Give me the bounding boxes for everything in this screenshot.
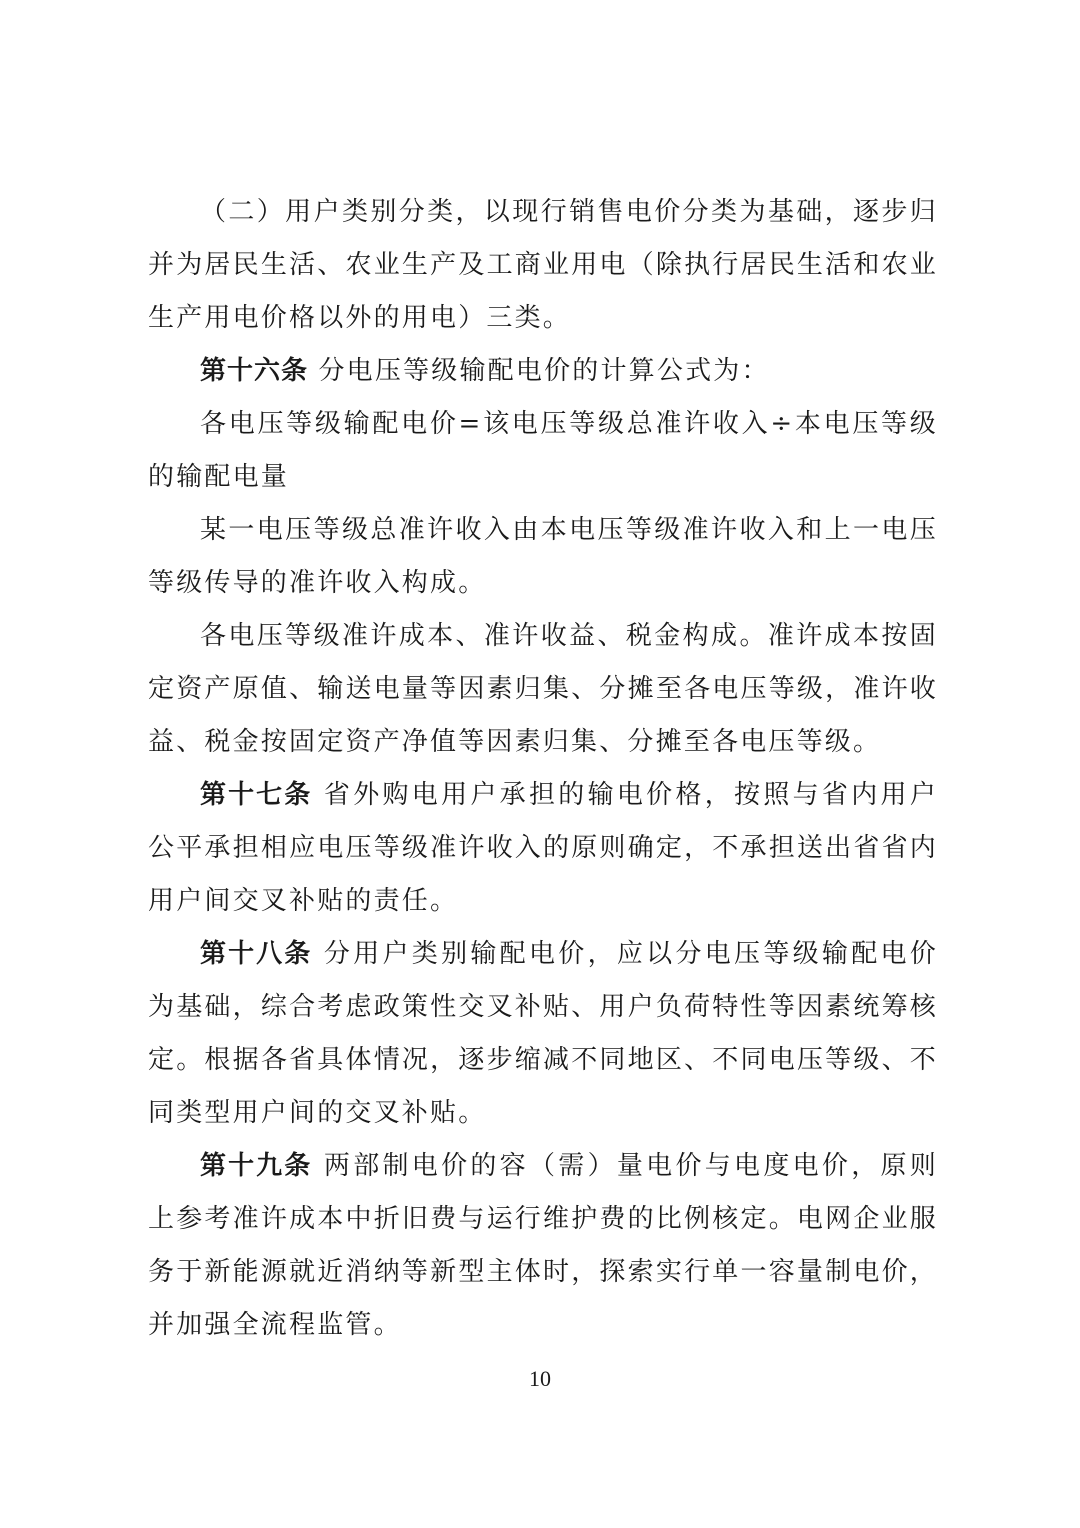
document-body	[148, 186, 938, 1352]
article-17	[148, 769, 938, 928]
formula-paragraph	[148, 398, 938, 504]
article-18-text: 分用户类别输配电价，应以分电压等级输配电价为基础，综合考虑政策性交叉补贴、用户负荷特性等因素统筹核定。根据各省具体情况，逐步缩减不同地区、不同电压等级、不同类型用户间的交叉补贴。	[148, 939, 938, 1128]
paragraph-total-allowed-revenue	[148, 504, 938, 610]
paragraph-cost-composition	[148, 610, 938, 769]
paragraph-text: （二）用户类别分类，以现行销售电价分类为基础，逐步归并为居民生活、农业生产及工商业用电（除执行居民生活和农业生产用电价格以外的用电）三类。	[148, 197, 938, 333]
formula-text: 各电压等级输配电价=该电压等级总准许收入÷本电压等级的输配电量	[148, 409, 938, 492]
article-16-heading: 第十六条	[200, 356, 309, 386]
article-19-text: 两部制电价的容（需）量电价与电度电价，原则上参考准许成本中折旧费与运行维护费的比例核定。电网企业服务于新能源就近消纳等新型主体时，探索实行单一容量制电价，并加强全流程监管。	[148, 1151, 938, 1340]
article-16	[148, 345, 938, 398]
page-number: 10	[529, 1366, 551, 1391]
paragraph-user-category	[148, 186, 938, 345]
article-19	[148, 1140, 938, 1352]
paragraph-text: 某一电压等级总准许收入由本电压等级准许收入和上一电压等级传导的准许收入构成。	[148, 515, 938, 598]
article-18	[148, 928, 938, 1140]
article-17-text: 省外购电用户承担的输电价格，按照与省内用户公平承担相应电压等级准许收入的原则确定，不承担送出省省内用户间交叉补贴的责任。	[148, 780, 938, 916]
paragraph-text: 各电压等级准许成本、准许收益、税金构成。准许成本按固定资产原值、输送电量等因素归集、分摊至各电压等级，准许收益、税金按固定资产净值等因素归集、分摊至各电压等级。	[148, 621, 938, 757]
article-19-heading: 第十九条	[200, 1151, 313, 1181]
article-16-text: 分电压等级输配电价的计算公式为：	[308, 356, 770, 386]
article-17-heading: 第十七条	[200, 780, 313, 810]
article-18-heading: 第十八条	[200, 939, 313, 969]
